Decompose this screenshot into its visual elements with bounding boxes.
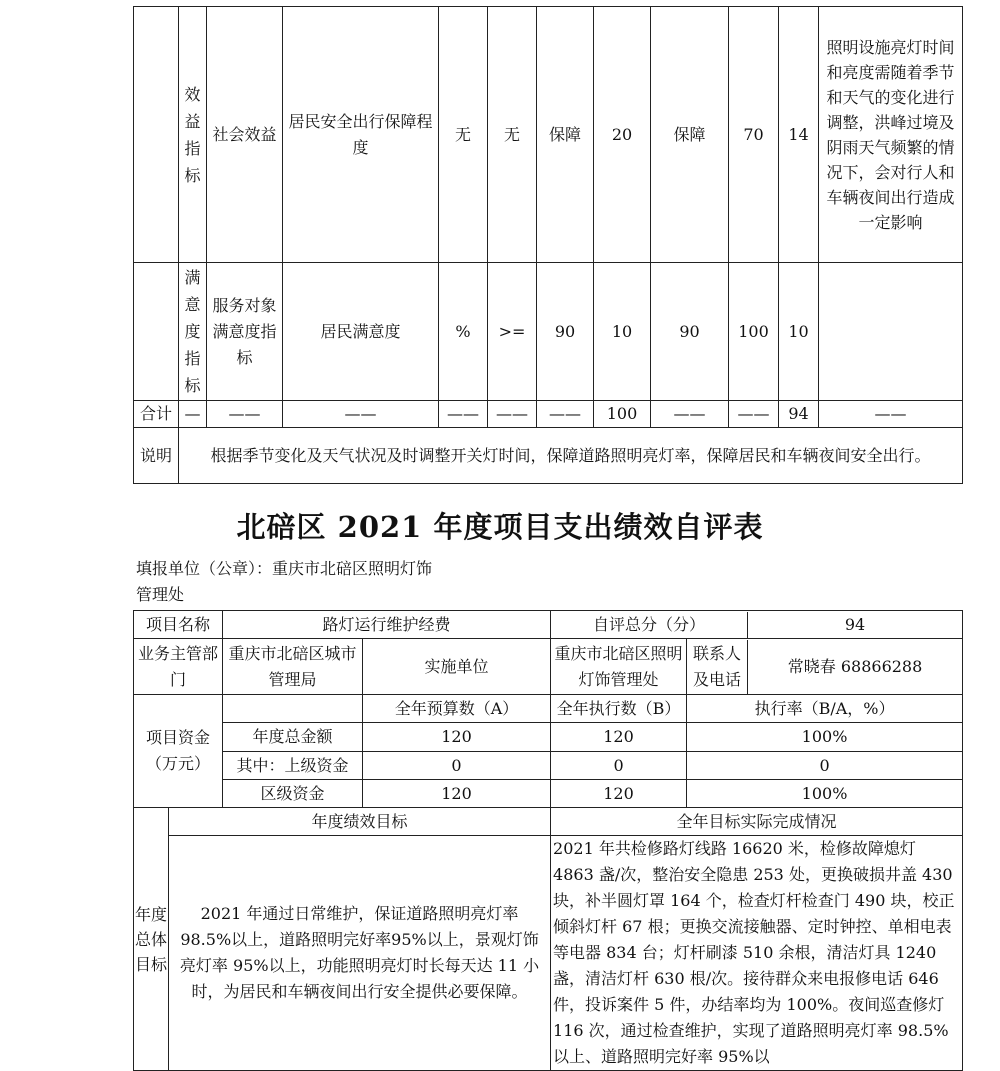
department-row	[134, 639, 963, 695]
category-benefit: 效益指标	[179, 7, 207, 263]
funds-row-label: 年度总金额	[223, 723, 363, 752]
social-benefit-row	[134, 7, 963, 263]
target-cell: 90	[537, 263, 594, 401]
contact-value: 常晓春 68866288	[787, 656, 923, 676]
note-label: 说明	[134, 428, 179, 484]
score-cell: 14	[779, 7, 819, 263]
total-score-label: 自评总分（分）	[551, 612, 748, 638]
impl-label: 实施单位	[363, 639, 551, 695]
budget-col-header: 全年预算数（A）	[363, 695, 551, 723]
goal-col-header: 年度绩效目标	[169, 808, 551, 836]
unit-cell: %	[439, 263, 488, 401]
filler-unit-line1: 填报单位（公章）：重庆市北碚区照明灯饰	[136, 559, 433, 578]
filler-unit-line2: 管理处	[136, 585, 185, 604]
goal-content-row	[134, 836, 963, 1071]
funds-header-row	[134, 695, 963, 723]
indicator-safety: 居民安全出行保障程度	[283, 7, 439, 263]
weight-cell: 20	[594, 7, 651, 263]
impl-value: 重庆市北碚区照明灯饰管理处	[551, 639, 687, 695]
actual-cell: 90	[651, 263, 729, 401]
dash-cell: —	[179, 401, 207, 428]
funds-label: 项目资金（万元）	[134, 695, 223, 808]
funds-row	[134, 723, 963, 752]
dept-value: 重庆市北碚区城市管理局	[223, 639, 363, 695]
total-row	[134, 401, 963, 428]
operator-cell: >=	[488, 263, 537, 401]
funds-rate: 100%	[687, 780, 963, 808]
actual-cell: 保障	[651, 7, 729, 263]
performance-indicator-table	[133, 6, 963, 484]
funds-rate: 100%	[687, 723, 963, 752]
project-name-value: 路灯运行维护经费	[223, 611, 551, 639]
exec-col-header: 全年执行数（B）	[551, 695, 687, 723]
subcategory-social: 社会效益	[207, 7, 283, 263]
funds-exec: 120	[551, 723, 687, 752]
total-label: 合计	[134, 401, 179, 428]
total-score-value: 94	[844, 614, 866, 634]
subcategory-satisfaction: 服务对象满意度指标	[207, 263, 283, 401]
target-cell: 保障	[537, 7, 594, 263]
operator-cell: 无	[488, 7, 537, 263]
funds-budget: 120	[363, 723, 551, 752]
actual-text: 2021 年共检修路灯线路 16620 米，检修故障熄灯 4863 盏/次，整治安全隐患 253 处，更换破损井盖 430 块，补半圆灯罩 164 个，检查灯杆检查门 490 块，校正倾斜灯杆 67 根；更换交流接触器、定时钟控、单相电表等电器 834 台；灯杆刷漆 510 余根，清洁灯具 1240 盏，清洁灯杆 630 根/次。接待群众来电报修电话 646 件，投诉案件 5 件，办结率均为 100%。夜间巡查修灯 116 次，通过检查维护，实现了道路照明亮灯率 98.5%以上、道路照明完好率 95%以	[551, 836, 963, 1071]
project-name-row	[134, 611, 963, 639]
funds-row-label: 其中：上级资金	[223, 752, 363, 780]
contact-label: 联系人及电话	[687, 640, 748, 694]
note-text: 根据季节变化及天气状况及时调整开关灯时间，保障道路照明亮灯率，保障居民和车辆夜间安全出行。	[179, 428, 963, 484]
funds-row-label: 区级资金	[223, 780, 363, 808]
rate-cell: 100	[729, 263, 779, 401]
page-title: 北碚区 2021 年度项目支出绩效自评表	[236, 510, 764, 544]
funds-exec: 120	[551, 780, 687, 808]
note-row	[134, 428, 963, 484]
satisfaction-row	[134, 263, 963, 401]
dash-cell: ——	[729, 401, 779, 428]
goal-label: 年度总体目标	[134, 808, 169, 1071]
funds-budget: 120	[363, 780, 551, 808]
goal-text: 2021 年通过日常维护，保证道路照明亮灯率 98.5%以上，道路照明完好率95%以上，景观灯饰亮灯率 95%以上，功能照明亮灯时长每天达 11 小时，为居民和车辆夜间出行安全提供必要保障。	[169, 836, 551, 1071]
weight-cell: 10	[594, 263, 651, 401]
self-evaluation-table	[133, 610, 963, 1071]
dash-cell: ——	[207, 401, 283, 428]
dash-cell: ——	[819, 401, 963, 428]
dash-cell: ——	[537, 401, 594, 428]
funds-row	[134, 780, 963, 808]
indicator-satisfaction: 居民满意度	[283, 263, 439, 401]
dept-label: 业务主管部门	[134, 639, 223, 695]
reason-cell	[819, 263, 963, 401]
unit-cell: 无	[439, 7, 488, 263]
funds-exec: 0	[551, 752, 687, 780]
funds-rate: 0	[687, 752, 963, 780]
funds-row	[134, 752, 963, 780]
dash-cell: ——	[439, 401, 488, 428]
reason-cell: 照明设施亮灯时间和亮度需随着季节和天气的变化进行调整，洪峰过境及阴雨天气频繁的情况下，会对行人和车辆夜间出行造成一定影响	[819, 7, 963, 263]
dash-cell: ——	[283, 401, 439, 428]
total-weight: 100	[594, 401, 651, 428]
score-cell: 10	[779, 263, 819, 401]
actual-col-header: 全年目标实际完成情况	[551, 808, 963, 836]
category-satisfaction: 满意度指标	[179, 263, 207, 401]
funds-budget: 0	[363, 752, 551, 780]
project-name-label: 项目名称	[134, 611, 223, 639]
total-score: 94	[779, 401, 819, 428]
goal-header-row	[134, 808, 963, 836]
dash-cell: ——	[488, 401, 537, 428]
rate-col-header: 执行率（B/A，%）	[687, 695, 963, 723]
rate-cell: 70	[729, 7, 779, 263]
dash-cell: ——	[651, 401, 729, 428]
